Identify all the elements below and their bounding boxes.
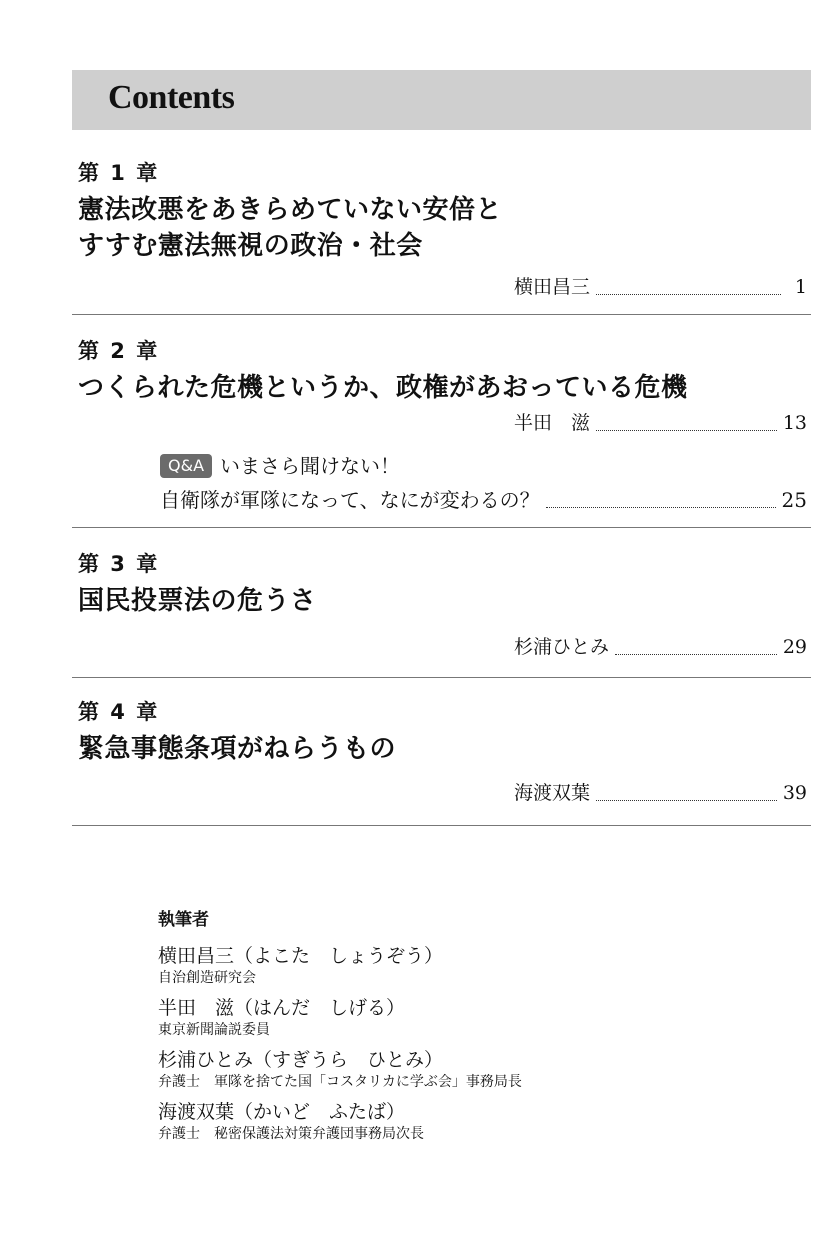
writer-role: 弁護士 秘密保護法対策弁護団事務局次長 xyxy=(158,1126,424,1142)
writers-section xyxy=(158,905,758,1152)
page-number: 39 xyxy=(782,782,807,804)
chapter-title-line1: 緊急事態条項がねらうもの xyxy=(78,734,397,764)
leader-dots xyxy=(596,430,777,431)
writer-entry xyxy=(158,1048,758,1092)
chapter-4 xyxy=(78,697,811,767)
chapter-3 xyxy=(78,549,811,619)
qa-title-line2: 自衛隊が軍隊になって、なにが変わるの？ xyxy=(160,488,540,512)
writers-heading: 執筆者 xyxy=(158,910,209,930)
writer-name: 杉浦ひとみ（すぎうら ひとみ） xyxy=(158,1049,444,1071)
writer-entry xyxy=(158,1100,758,1144)
author-name: 海渡双葉 xyxy=(514,782,591,804)
chapter-number: 第 3 章 xyxy=(78,552,160,576)
chapter-title-line1: 憲法改悪をあきらめていない安倍と xyxy=(78,195,503,225)
chapter-title-line2: すすむ憲法無視の政治・社会 xyxy=(78,231,423,261)
chapter-title-line1: 国民投票法の危うさ xyxy=(78,586,317,616)
divider xyxy=(72,825,811,826)
page-number: 25 xyxy=(781,488,807,512)
chapter-number: 第 4 章 xyxy=(78,700,160,724)
chapter-number: 第 2 章 xyxy=(78,339,160,363)
qa-entry-line1 xyxy=(160,452,400,480)
writer-role: 自治創造研究会 xyxy=(158,970,256,986)
author-name: 半田 滋 xyxy=(514,412,591,434)
divider xyxy=(72,314,811,315)
page-title: Contents xyxy=(108,79,235,116)
toc-entry-4[interactable] xyxy=(514,780,807,806)
divider xyxy=(72,677,811,678)
toc-entry-2[interactable] xyxy=(514,410,807,436)
author-name: 横田昌三 xyxy=(514,276,591,298)
leader-dots xyxy=(546,507,776,508)
writer-name: 半田 滋（はんだ しげる） xyxy=(158,997,406,1019)
writer-role: 弁護士 軍隊を捨てた国「コスタリカに学ぶ会」事務局長 xyxy=(158,1074,522,1090)
toc-entry-3[interactable] xyxy=(514,634,807,660)
writer-entry xyxy=(158,996,758,1040)
contents-banner xyxy=(72,70,811,130)
qa-title-line1: いまさら聞けない！ xyxy=(220,454,401,478)
qa-badge: Q&A xyxy=(160,454,212,478)
page-number: 13 xyxy=(782,412,807,434)
chapter-1 xyxy=(78,158,811,264)
writer-name: 横田昌三（よこた しょうぞう） xyxy=(158,945,444,967)
qa-entry[interactable] xyxy=(160,487,807,513)
page-number: 29 xyxy=(782,636,807,658)
chapter-number: 第 1 章 xyxy=(78,161,160,185)
chapter-title-line1: つくられた危機というか、政権があおっている危機 xyxy=(78,373,688,403)
writer-entry xyxy=(158,944,758,988)
chapter-2 xyxy=(78,336,811,406)
leader-dots xyxy=(596,800,777,801)
leader-dots xyxy=(596,294,781,295)
author-name: 杉浦ひとみ xyxy=(514,636,610,658)
toc-entry-1[interactable] xyxy=(514,274,807,300)
leader-dots xyxy=(615,654,777,655)
page-number: 1 xyxy=(794,276,807,298)
divider xyxy=(72,527,811,528)
writer-name: 海渡双葉（かいど ふたば） xyxy=(158,1101,406,1123)
writer-role: 東京新聞論説委員 xyxy=(158,1022,270,1038)
